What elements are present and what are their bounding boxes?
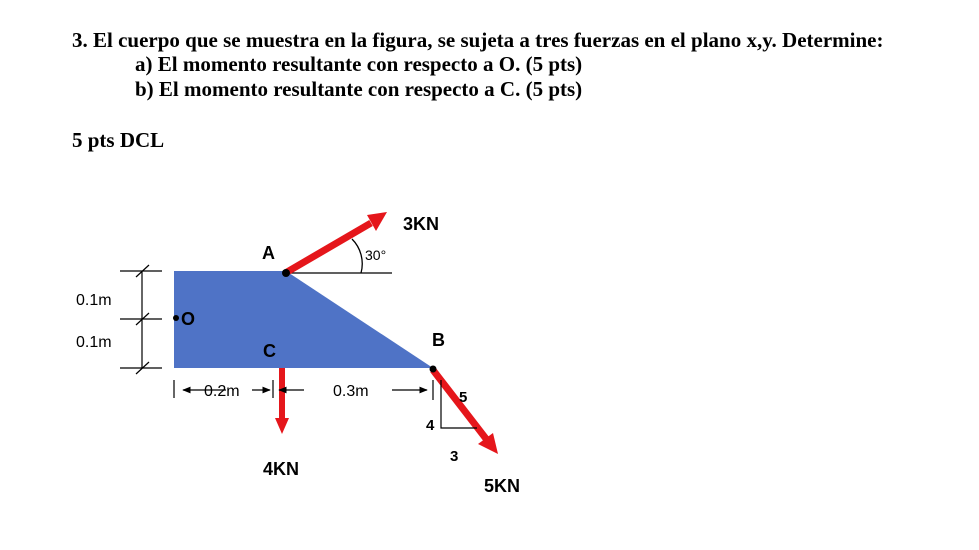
force-5kn-arrow (433, 370, 498, 454)
rigid-body (174, 271, 433, 368)
force-3kn-label: 3KN (403, 214, 440, 234)
point-a-dot (282, 269, 290, 277)
slope-hyp-label: 5 (459, 389, 468, 406)
point-c-label: C (263, 341, 276, 361)
question-part-a: a) El momento resultante con respecto a O. (5 pts) (135, 52, 583, 76)
point-a-label: A (262, 243, 275, 263)
force-4kn-label: 4KN (263, 459, 300, 479)
point-o-dot (173, 315, 179, 321)
force-5kn-label: 5KN (484, 476, 521, 496)
slope-horiz-label: 3 (450, 448, 459, 465)
slope-vert-label: 4 (426, 417, 435, 434)
question-title: 3. El cuerpo que se muestra en la figura, se sujeta a tres fuerzas en el plano x,y. Determine: (72, 28, 884, 52)
vertical-dimension (120, 265, 162, 374)
point-b-dot (430, 366, 437, 373)
dcl-note: 5 pts DCL (72, 128, 165, 152)
dim-v-upper-label: 0.1m (76, 292, 112, 309)
force-3kn-arrow (287, 212, 387, 272)
dim-v-lower-label: 0.1m (76, 334, 112, 351)
point-o-label: O (181, 309, 196, 329)
point-b-label: B (432, 330, 445, 350)
angle-label: 30° (365, 247, 387, 263)
force-4kn-arrow (275, 368, 289, 434)
angle-arc (352, 239, 362, 273)
dim-h-right-label: 0.3m (333, 383, 369, 400)
dim-h-left-label: 0.2m (204, 383, 240, 400)
question-part-b: b) El momento resultante con respecto a C. (5 pts) (135, 77, 583, 101)
